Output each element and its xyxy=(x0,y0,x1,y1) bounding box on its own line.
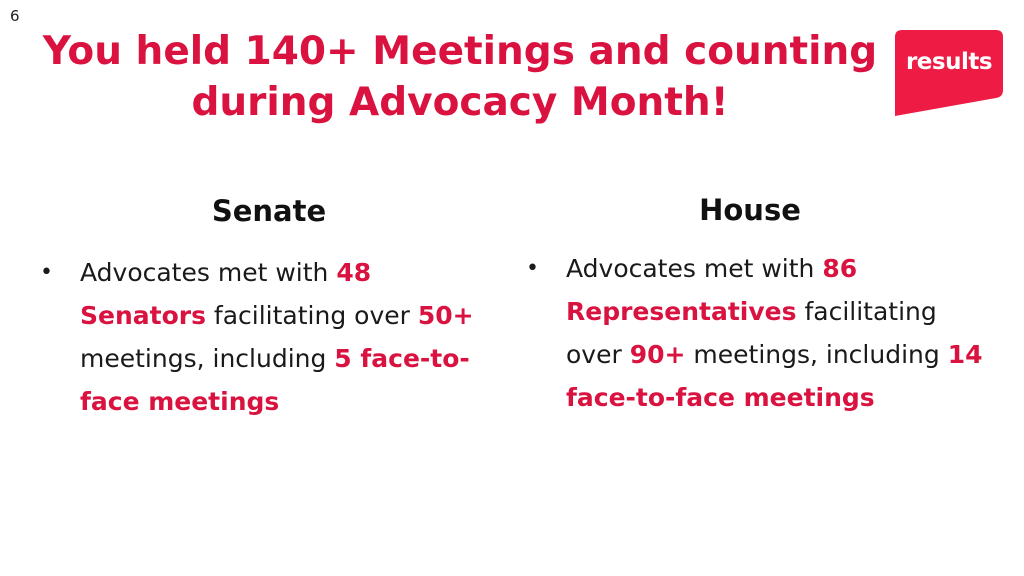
title-line-1: You held 140+ Meetings and counting xyxy=(42,29,878,74)
bullet-icon: • xyxy=(526,256,539,281)
senate-text-3: meetings, including xyxy=(80,344,335,373)
house-highlight-representatives: 86 Representatives xyxy=(566,254,858,326)
house-highlight-meetings: 90+ xyxy=(629,340,686,369)
logo-text: results xyxy=(905,49,993,75)
house-highlight-face-to-face: 14 face-to-face meetings xyxy=(566,340,983,412)
senate-text-1: Advocates met with xyxy=(80,258,337,287)
house-text-3: meetings, including xyxy=(685,340,948,369)
senate-highlight-face-to-face: 5 face-to-face meetings xyxy=(80,344,470,416)
title-line-2: during Advocacy Month! xyxy=(191,80,729,125)
house-bullet-list xyxy=(526,247,996,419)
results-logo xyxy=(895,30,1003,116)
slide-title xyxy=(40,26,880,128)
house-text-1: Advocates met with xyxy=(566,254,823,283)
bullet-icon: • xyxy=(40,260,53,285)
senate-text-2: facilitating over xyxy=(205,301,418,330)
senate-heading: Senate xyxy=(211,194,327,228)
senate-bullet-item xyxy=(40,251,480,423)
house-bullet-item xyxy=(526,247,996,419)
house-text-2: facilitating over xyxy=(566,297,937,369)
senate-highlight-senators: 48 Senators xyxy=(80,258,372,330)
house-heading: House xyxy=(699,193,801,227)
slide-number: 6 xyxy=(10,7,20,25)
senate-bullet-list xyxy=(40,251,480,423)
senate-highlight-meetings: 50+ xyxy=(417,301,474,330)
